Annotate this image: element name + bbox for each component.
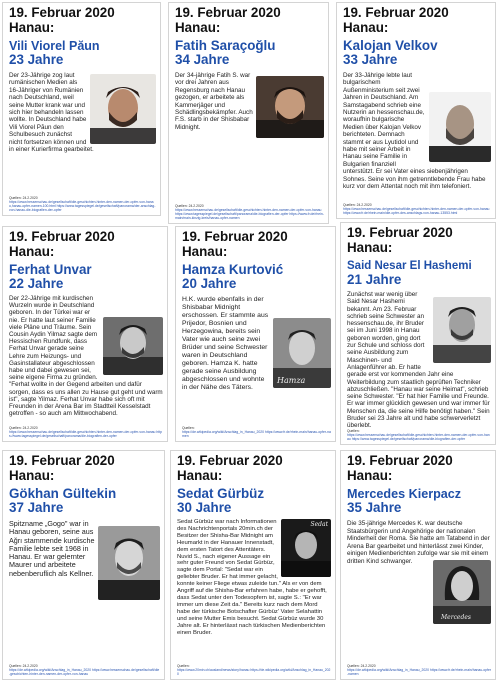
source-links[interactable]: https://www.hessenschau.de/gesellschaft/die-geschichten-hinter-den-namen-der-opfer-von-hanau https://www.fr.de/rhein-main/die-opfer-des-anschlags-von-hanau-13553.html (343, 207, 490, 215)
victim-age: 37 Jahre (9, 500, 64, 515)
victim-name: Vili Viorel Păun (9, 39, 100, 53)
victim-name: Fatih Saraçoğlu (175, 39, 276, 53)
victim-card-velkov (336, 2, 496, 219)
card-date: 19. Februar 2020 (175, 5, 281, 20)
victim-name: Said Nesar El Hashemi (347, 260, 472, 272)
victim-age: 23 Jahre (9, 52, 64, 67)
card-text: Spitzname „Gogo" war in Hanau geboren, seine aus Ağrı stammende kurdische Familie lebte seit 1968 in Hanau. Er war gelernter Maurer und arbeitete nebenberuflich als Kellner. (9, 519, 95, 578)
victim-name: Gökhan Gültekin (9, 487, 117, 501)
victim-photo (103, 317, 163, 375)
source-label: Quellen: 24.2.2020 (9, 196, 38, 200)
victim-name: Kalojan Velkov (343, 39, 438, 53)
victim-card-guerbuez (170, 450, 336, 680)
photo-caption: Hamza (277, 376, 306, 385)
card-date: 19. Februar 2020 (347, 453, 453, 468)
victim-card-kurtovic (175, 226, 336, 442)
card-date: 19. Februar 2020 (9, 5, 115, 20)
source-links[interactable]: https://de.wikipedia.org/wiki/Anschlag_in_Hanau_2020 https://www.fr.de/rhein-main/hanau-opfer-namen (347, 668, 491, 676)
card-date: 19. Februar 2020 (343, 5, 449, 20)
card-city: Hanau: (175, 19, 221, 35)
source-links[interactable]: https://www.hessenschau.de/gesellschaft/die-geschichten-hinter-den-namen-der-opfer-von-hanau https://www.tagesspiegel.de/gesellschaft/panorama/die-biografien-der-opfer (347, 433, 490, 441)
card-text: Sedat Gürbüz war nach Informationen des Nachrichtenportals 20min.ch der Besitzer der Shisha-Bar Midnight am Heumarkt in der Hanauer Innenstadt, dem ersten Tatort des Attentäters. Nuvid S., nach eigener Aussage ein sehr guter Freund von Sedat Gürbüz, sagte dem Portal: "Sedat war ein geliebter Bruder. Er hat immer gelacht, konnte keiner Fliege etwas zuleide tun." Als er von dem Angriff auf die Shisha-Bar erfahren habe, habe er gehofft, dass Sedat unter den Todesopfern ist, sagte S.: "Er war immer um diese Zeit da." Bereits kurz nach dem Mord habe der türkische Botschafter Gürbüz' Vater Selahattin und seine Mutter Emis besucht. Sedat Gürbüz wurde 30 Jahre alt. Er hinterlässt nach türkischen Medienberichten einen Bruder. (177, 519, 327, 636)
card-city: Hanau: (9, 467, 55, 483)
source-links[interactable]: https://www.20min.ch/ausland/news/story/hanau https://de.wikipedia.org/wiki/Anschlag_in_Hanau_2020 (177, 668, 331, 676)
photo-caption: Mercedes (441, 614, 471, 622)
source-label: Quellen: 24.2.2020 (9, 426, 38, 430)
card-date: 19. Februar 2020 (347, 225, 453, 240)
card-city: Hanau: (343, 19, 389, 35)
card-date: 19. Februar 2020 (9, 229, 115, 244)
source-label: Quellen: 24.2.2020 (175, 204, 204, 208)
victim-name: Mercedes Kierpacz (347, 487, 462, 501)
card-text: Der 33-Jährige lebte laut bulgarischem Außenministerium seit zwei Jahren in Deutschland. Am Samstagabend schrieb eine Nutzerin an hessenschau.de, woraufhin bulgarische Medien über Kalojan Velkov berichteten. Demnach stammt er aus Lyutidol und habe mit seiner Arbeit in Hanau seine Familie in Bulgarien finanziell unterstützt. Er sei Vater eines siebenjährigen Sohnes. Seine von ihm getrenntlebende Frau habe kurz vor dem Attentat noch mit ihm telefoniert. (343, 72, 486, 191)
victim-card-gueltekin (2, 450, 165, 680)
victim-age: 35 Jahre (347, 500, 402, 515)
card-city: Hanau: (9, 243, 55, 259)
photo-caption: Sedat (310, 521, 328, 528)
victim-photo (429, 92, 491, 162)
victim-photo (273, 318, 331, 388)
source-links[interactable]: https://www.hessenschau.de/gesellschaft/die-geschichten-hinter-den-namen-der-opfer-von-hanau https://www.tagesspiegel.de/gesellschaft/panorama/die-biografien-der-opfer (9, 430, 163, 438)
victim-photo (433, 560, 491, 624)
card-city: Hanau: (347, 467, 393, 483)
victim-photo (90, 74, 156, 144)
source-label: Quellen: 24.2.2020 (347, 664, 376, 668)
card-date: 19. Februar 2020 (9, 453, 115, 468)
source-label: Quellen: (177, 664, 190, 668)
victim-photo (98, 526, 160, 600)
victim-name: Sedat Gürbüz (177, 487, 265, 501)
source-label: Quellen: 24.2.2020 (9, 664, 38, 668)
source-label: Quellen: 24.2.2020 (343, 203, 372, 207)
source-label: Quellen: (182, 426, 195, 430)
card-text: Die 35-jährige Mercedes K. war deutsche Staatsbürgerin und Angehörige der nationalen Minderheit der Roma. Sie hatte am Tatabend in der Arena Bar gearbeitet und hinterlässt zwei Kinder, einigen Medienberichten zufolge war sie mit einem dritten Kind schwanger. (347, 520, 490, 565)
victim-name: Hamza Kurtović (182, 263, 284, 277)
source-links[interactable]: https://www.hessenschau.de/gesellschaft/die-geschichten-hinter-den-namen-der-opfer-von-hanau https://www.tagesspiegel.de/gesellschaft/panorama/die-biografien-der-opfer https://www.fr.de/rhein-main/main-kinzig-kreis/hanau-opfer-namen (175, 208, 324, 220)
victim-card-unvar (2, 226, 168, 442)
victim-card-kierpacz (340, 450, 496, 680)
victim-age: 33 Jahre (343, 52, 398, 67)
victim-name: Ferhat Unvar (9, 263, 92, 277)
victim-age: 20 Jahre (182, 276, 237, 291)
victim-card-saracoglu (168, 2, 329, 224)
card-city: Hanau: (347, 239, 393, 255)
card-city: Hanau: (182, 243, 228, 259)
source-links[interactable]: https://de.wikipedia.org/wiki/Anschlag_in_Hanau_2020 https://www.fr.de/rhein-main/hanau-opfer-namen (182, 430, 331, 438)
card-city: Hanau: (177, 467, 223, 483)
victim-card-hashemi (340, 222, 496, 445)
card-text: Zunächst war wenig über Said Nesar Hashemi bekannt. Am 23. Februar schrieb seine Schwester an hessenschau.de, ihr Bruder sei im Juni 1998 in Hanau geboren worden, ging dort zur Schule und schloss dort seine Ausbildung zum Maschinen- und Anlagenführer ab. Er hatte gerade erst vor kommenden Jahr eine Weiterbildung zum staatlich geprüften Techniker abzuschließen. "Hanau war seine Heimat", schrieb seine Schwester. "Er hat hier Familie und Freunde. Er war immer glücklich gewesen und war immer für Menschen da, die seine Hilfe benötigt haben." Sein Bruder sei 23 Jahre alt und habe schwerverletzt überlebt. (347, 291, 490, 430)
victim-age: 34 Jahre (175, 52, 230, 67)
victim-photo (256, 76, 324, 138)
victim-age: 22 Jahre (9, 276, 64, 291)
source-links[interactable]: https://de.wikipedia.org/wiki/Anschlag_in_Hanau_2020 https://www.hessenschau.de/gesellschaft/die-geschichten-hinter-den-namen-der-opfer-von-hanau (9, 668, 160, 676)
source-links[interactable]: https://www.hessenschau.de/gesellschaft/die-geschichten-hinter-den-namen-der-opfer-von-hanau,hanau-opfer-namen-100.html https://www.tagesspiegel.de/gesellschaft/panorama/der-anschlag-von-hanau-die-biografien-der-opfer (9, 200, 156, 212)
card-date: 19. Februar 2020 (182, 229, 288, 244)
card-text: Der 22-Jährige mit kurdischen Wurzeln wurde in Deutschland geboren. In der Türkei war er nie. Er hatte laut seiner Familie viele Pläne und Träume. Sein Cousin Aydin Yilmaz sagte dem Hessischen Rundfunk, dass Ferhat Unvar gerade seine Lehre zum Heizungs- und Gasinstallateur abgeschlossen habe und dabei gewesen sei, seine eigene Firma zu gründen. "Ferhat wollte in der Gegend arbeiten und dafür sorgen, dass es uns allen zu Hause gut geht und warm ist", sagte Yilmaz. Ferhat Unvar habe sich oft mit Freunden in der Arena Bar im Stadtteil Kesselstadt getroffen - so auch am Mittwochabend. (9, 295, 163, 418)
victim-photo (281, 519, 331, 577)
victim-photo (433, 297, 491, 363)
source-label: Quellen: (347, 429, 360, 433)
card-text: H.K. wurde ebenfalls in der Shisbabar Midnight erschossen. Er stammte aus Prijedor, Bosnien und Herzegowina, bereits sein Vater wie auch seine zwei Brüder und seine Schwester waren in Deutschland geboren. Hamza K. hatte gerade seine Ausbildung abgeschlossen und wohnte in der Nähe des Täters. (182, 296, 269, 391)
victim-card-paun (2, 2, 161, 216)
card-text: Der 23-Jährige zog laut rumänischen Medien als 16-Jähriger von Rumänien nach Deutschland, weil seine Mutter krank war und sich hier behandeln lassen wollte. In Deutschland habe Vili Viorel Păun den Schulbesuch zunächst nicht fortsetzen können und in einer Kurierfirma gearbeitet. (9, 72, 94, 154)
victim-age: 30 Jahre (177, 500, 232, 515)
victim-age: 21 Jahre (347, 272, 402, 287)
card-city: Hanau: (9, 19, 55, 35)
card-date: 19. Februar 2020 (177, 453, 283, 468)
card-text: Der 34-jährige Fatih S. war vor drei Jahren aus Regensburg nach Hanau gezogen, er arbeitete als Kammerjäger und Schädlingsbekämpfer. Auch F.S. starb in der Shisbabar Midnight. (175, 72, 253, 131)
